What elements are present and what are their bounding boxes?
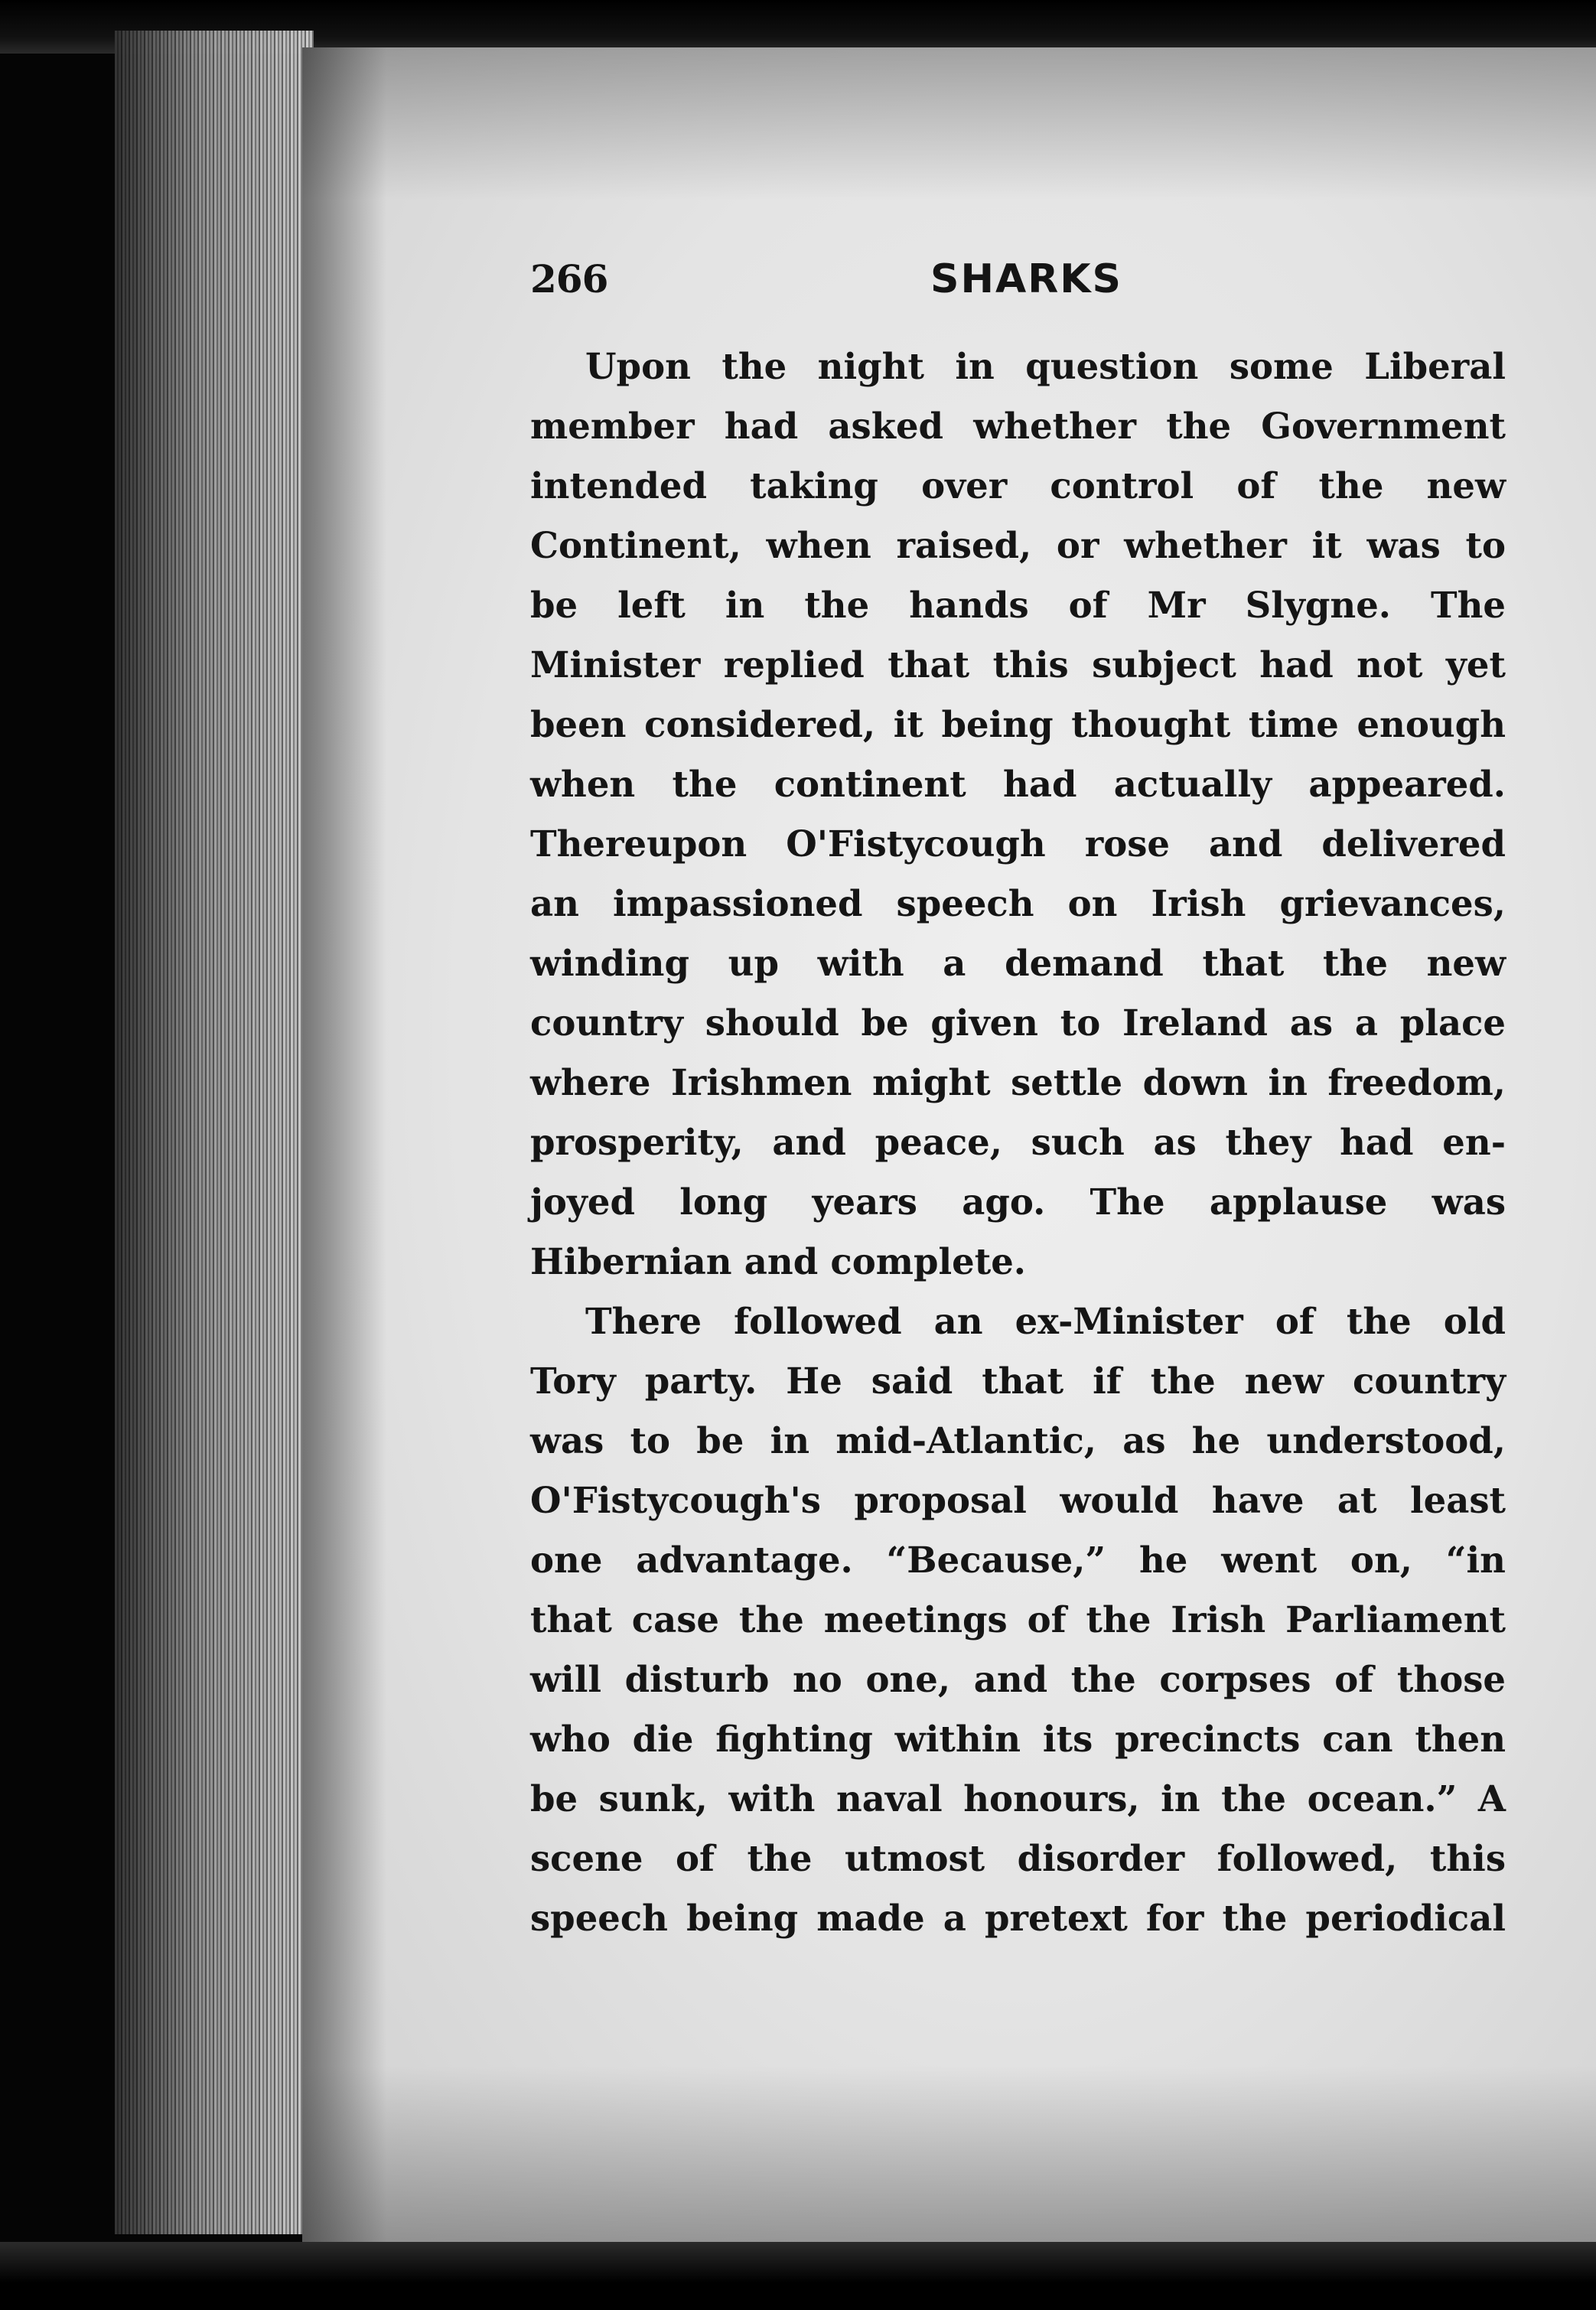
text-line: intended taking over control of the new: [530, 464, 1506, 507]
page-header: [530, 256, 1506, 310]
text-line: been considered, it being thought time enough: [530, 703, 1506, 745]
text-line: was to be in mid-Atlantic, as he understood,: [530, 1419, 1506, 1461]
paragraph-1: [530, 337, 1506, 1292]
text-line: scene of the utmost disorder followed, this: [530, 1837, 1506, 1879]
text-line: prosperity, and peace, such as they had en-: [530, 1121, 1506, 1163]
page-bottom-shadow: [302, 2066, 1596, 2250]
text-line: an impassioned speech on Irish grievances,: [530, 882, 1506, 924]
text-line: be left in the hands of Mr Slygne. The: [530, 584, 1506, 626]
text-line: Upon the night in question some Liberal: [585, 345, 1506, 387]
text-line: Continent, when raised, or whether it was to: [530, 524, 1506, 566]
text-line: who die fighting within its precincts can then: [530, 1718, 1506, 1760]
text-line: will disturb no one, and the corpses of those: [530, 1658, 1506, 1700]
text-line: Thereupon O'Fistycough rose and delivered: [530, 823, 1506, 865]
text-line: There followed an ex-Minister of the old: [585, 1300, 1506, 1342]
text-line: winding up with a demand that the new: [530, 942, 1506, 984]
text-line: that case the meetings of the Irish Parliament: [530, 1598, 1506, 1640]
bottom-shadow: [0, 2242, 1596, 2310]
body-text: [530, 337, 1506, 1948]
paragraph-2: [530, 1292, 1506, 1948]
text-line: Tory party. He said that if the new country: [530, 1360, 1506, 1402]
running-head: SHARKS: [930, 256, 1123, 302]
text-line: member had asked whether the Government: [530, 405, 1506, 447]
page-number: 266: [530, 256, 608, 301]
text-line: joyed long years ago. The applause was: [530, 1181, 1506, 1223]
text-line: Hibernian and complete.: [530, 1240, 1026, 1282]
text-line: when the continent had actually appeared.: [530, 763, 1506, 805]
text-line: Minister replied that this subject had not yet: [530, 643, 1506, 686]
text-line: be sunk, with naval honours, in the ocean.” A: [530, 1777, 1506, 1820]
page-edges-shadow: [115, 31, 314, 2234]
text-line: one advantage. “Because,” he went on, “in: [530, 1539, 1506, 1581]
text-line: O'Fistycough's proposal would have at least: [530, 1479, 1506, 1521]
page-top-shadow: [302, 47, 1596, 200]
text-line: where Irishmen might settle down in freedom,: [530, 1061, 1506, 1103]
text-line: country should be given to Ireland as a place: [530, 1002, 1506, 1044]
gutter-shadow: [302, 47, 386, 2251]
text-line: speech being made a pretext for the periodical: [530, 1897, 1506, 1939]
